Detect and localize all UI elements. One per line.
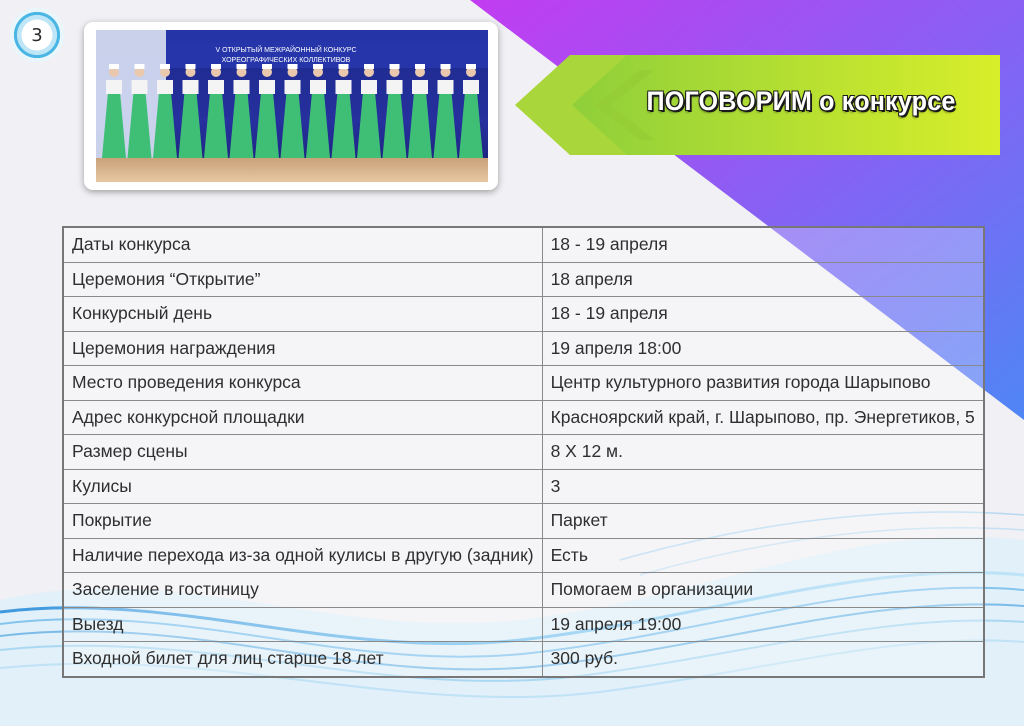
- page-number: 3: [31, 25, 43, 46]
- table-row: [63, 538, 984, 573]
- row-label: Выезд: [63, 607, 542, 642]
- table-row: [63, 573, 984, 608]
- stage-banner-line1: V ОТКРЫТЫЙ МЕЖРАЙОННЫЙ КОНКУРС: [215, 47, 357, 54]
- table-row: [63, 607, 984, 642]
- row-label: Адрес конкурсной площадки: [63, 400, 542, 435]
- contest-info-table: [62, 226, 985, 678]
- row-label: Конкурсный день: [63, 297, 542, 332]
- table-row: [63, 400, 984, 435]
- row-label: Место проведения конкурса: [63, 366, 542, 401]
- row-label: Кулисы: [63, 469, 542, 504]
- row-label: Размер сцены: [63, 435, 542, 470]
- row-value: 3: [542, 469, 984, 504]
- row-value: 19 апреля 19:00: [542, 607, 984, 642]
- row-value: Есть: [542, 538, 984, 573]
- table-row: [63, 331, 984, 366]
- table-row: [63, 469, 984, 504]
- row-value: Помогаем в организации: [542, 573, 984, 608]
- event-photo-frame: [84, 22, 498, 190]
- row-value: Красноярский край, г. Шарыпово, пр. Энергетиков, 5: [542, 400, 984, 435]
- row-label: Даты конкурса: [63, 227, 542, 262]
- row-value: Центр культурного развития города Шарыпово: [542, 366, 984, 401]
- table-row: [63, 297, 984, 332]
- table-row: [63, 642, 984, 677]
- row-value: 18 - 19 апреля: [542, 297, 984, 332]
- row-value: 8 Х 12 м.: [542, 435, 984, 470]
- dance-group-photo: [96, 30, 488, 182]
- table-row: [63, 227, 984, 262]
- row-label: Входной билет для лиц старше 18 лет: [63, 642, 542, 677]
- row-value: 18 апреля: [542, 262, 984, 297]
- row-label: Церемония награждения: [63, 331, 542, 366]
- table-row: [63, 366, 984, 401]
- row-label: Наличие перехода из-за одной кулисы в другую (задник): [63, 538, 542, 573]
- page-number-badge: [10, 8, 64, 62]
- row-label: Покрытие: [63, 504, 542, 539]
- row-value: 19 апреля 18:00: [542, 331, 984, 366]
- table-row: [63, 435, 984, 470]
- row-value: Паркет: [542, 504, 984, 539]
- table-row: [63, 262, 984, 297]
- row-value: 18 - 19 апреля: [542, 227, 984, 262]
- banner-title: ПОГОВОРИМ о конкурсе: [646, 86, 956, 116]
- row-label: Заселение в гостиницу: [63, 573, 542, 608]
- row-value: 300 руб.: [542, 642, 984, 677]
- table-row: [63, 504, 984, 539]
- stage-banner-line2: ХОРЕОГРАФИЧЕСКИХ КОЛЛЕКТИВОВ: [221, 57, 351, 64]
- row-label: Церемония “Открытие”: [63, 262, 542, 297]
